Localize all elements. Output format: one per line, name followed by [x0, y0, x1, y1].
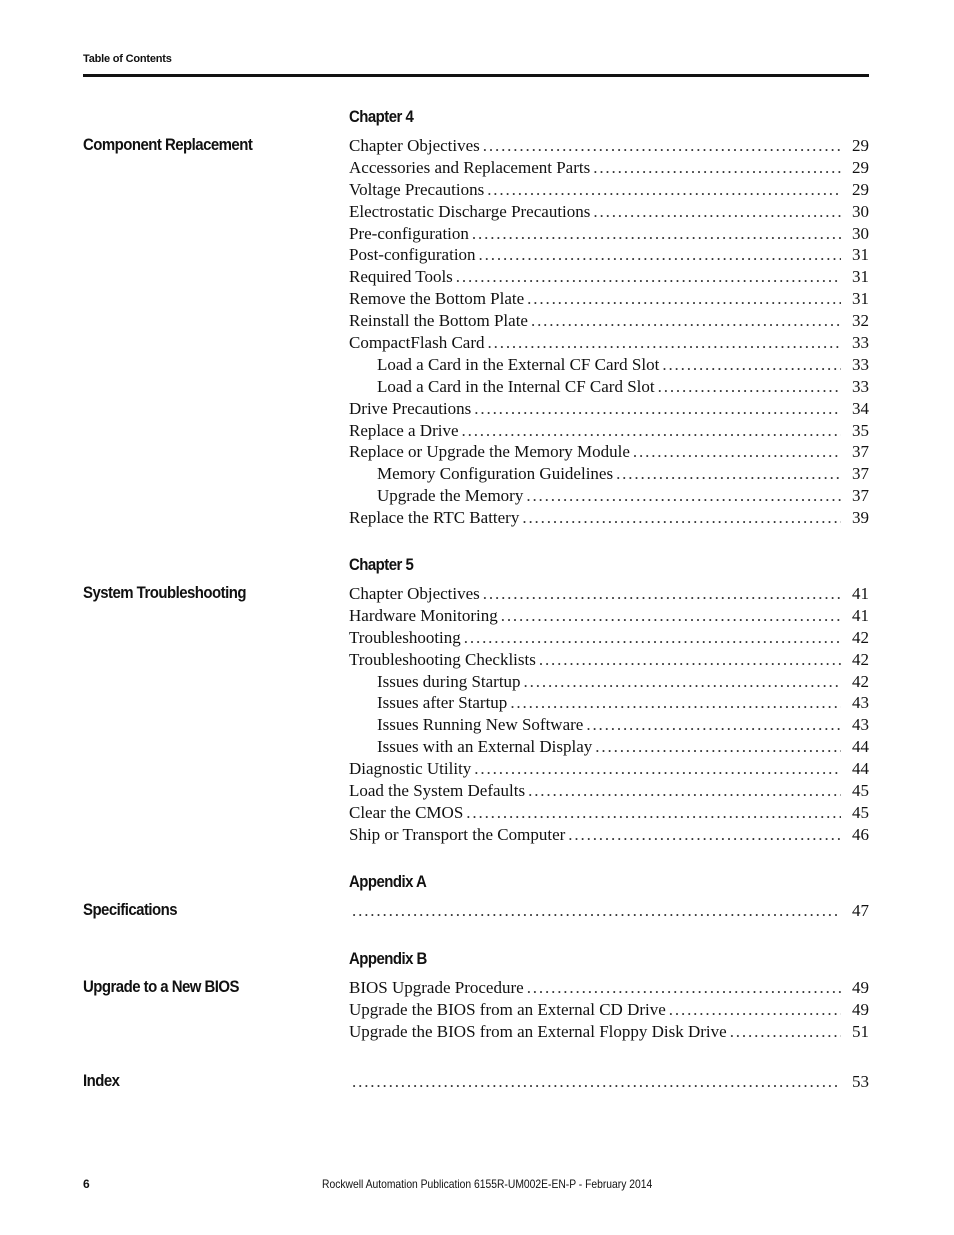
toc-entry-title: Memory Configuration Guidelines	[377, 464, 614, 484]
chapter-label: Appendix A	[349, 872, 427, 891]
footer-page-number: 6	[83, 1177, 90, 1191]
dot-leader	[593, 201, 841, 223]
toc-entry-page: 34	[852, 398, 869, 418]
toc-entry-title: Issues after Startup	[377, 693, 508, 713]
toc-entry-title: Ship or Transport the Computer	[349, 824, 566, 844]
dot-leader	[501, 605, 841, 627]
toc-entry-page: 41	[852, 605, 869, 625]
toc-entry-page: 32	[852, 311, 869, 331]
dot-leader	[474, 758, 841, 780]
dot-leader	[539, 649, 841, 671]
toc-entry-page: 37	[852, 464, 869, 484]
toc-entry-title: Troubleshooting	[349, 627, 461, 647]
dot-leader	[568, 824, 841, 846]
toc-entry[interactable]	[349, 758, 869, 780]
toc-entry-page: 42	[852, 649, 869, 669]
toc-entry-page: 44	[852, 737, 869, 757]
dot-leader	[526, 485, 841, 507]
toc-entry-page: 45	[852, 802, 869, 822]
toc-entry[interactable]	[349, 223, 869, 245]
toc-entry-page: 39	[852, 508, 869, 528]
toc-entry[interactable]	[349, 605, 869, 627]
toc-entry-title: Accessories and Replacement Parts	[349, 157, 591, 177]
toc-entry-page: 42	[852, 627, 869, 647]
chapter-label: Chapter 4	[349, 107, 414, 126]
toc-entry-title: Replace or Upgrade the Memory Module	[349, 442, 630, 462]
toc-entry-title: Replace a Drive	[349, 420, 459, 440]
dot-leader	[527, 288, 841, 310]
toc-entry-title: Electrostatic Discharge Precautions	[349, 201, 591, 221]
toc-entry[interactable]	[349, 780, 869, 802]
toc-entry-page: 44	[852, 759, 869, 779]
toc-entry[interactable]	[349, 900, 869, 922]
toc-entry[interactable]	[349, 157, 869, 179]
toc-entry[interactable]	[349, 671, 869, 693]
dot-leader	[487, 179, 841, 201]
toc-entry[interactable]	[349, 824, 869, 846]
toc-entry-page: 45	[852, 781, 869, 801]
dot-leader	[462, 420, 842, 442]
toc-entry[interactable]	[349, 179, 869, 201]
toc-entry-page: 53	[852, 1072, 869, 1091]
toc-entry-page: 33	[852, 354, 869, 374]
toc-entry[interactable]	[349, 485, 869, 507]
toc-entry-title: Troubleshooting Checklists	[349, 649, 536, 669]
toc-entry-list	[349, 977, 869, 1043]
header-rule	[83, 74, 869, 77]
toc-entry-page: 49	[852, 978, 869, 997]
toc-entry[interactable]	[349, 802, 869, 824]
toc-entry-title: Remove the Bottom Plate	[349, 289, 525, 309]
toc-entry-page: 37	[852, 486, 869, 506]
toc-entry-page: 31	[852, 267, 869, 287]
dot-leader	[474, 398, 841, 420]
chapter-label: Chapter 5	[349, 555, 414, 574]
toc-entry-list	[349, 135, 869, 529]
chapter-label: Appendix B	[349, 949, 427, 968]
toc-entry[interactable]	[349, 692, 869, 714]
toc-entry[interactable]	[349, 441, 869, 463]
section-title[interactable]: Specifications	[83, 900, 178, 919]
toc-entry[interactable]	[349, 1071, 869, 1093]
toc-entry[interactable]	[349, 135, 869, 157]
dot-leader	[616, 463, 841, 485]
toc-entry-title: Drive Precautions	[349, 398, 472, 418]
toc-entry-list	[349, 1071, 869, 1093]
toc-entry-page: 49	[852, 999, 869, 1019]
section-title[interactable]: Index	[83, 1071, 120, 1090]
toc-entry[interactable]	[349, 398, 869, 420]
dot-leader	[531, 310, 841, 332]
toc-entry-page: 35	[852, 420, 869, 440]
toc-entry[interactable]	[349, 244, 869, 266]
toc-entry[interactable]	[349, 999, 869, 1021]
toc-entry-page: 42	[852, 671, 869, 691]
dot-leader	[352, 900, 841, 922]
toc-entry-title: Issues Running New Software	[377, 715, 584, 735]
dot-leader	[527, 977, 841, 999]
toc-entry-title: Load the System Defaults	[349, 781, 526, 801]
section-title[interactable]: Upgrade to a New BIOS	[83, 977, 239, 996]
toc-entry-title: Upgrade the BIOS from an External CD Drive	[349, 999, 666, 1019]
toc-entry-title: Upgrade the BIOS from an External Floppy Disk Drive	[349, 1021, 727, 1041]
toc-entry-page: 43	[852, 693, 869, 713]
dot-leader	[456, 266, 841, 288]
toc-entry-title: CompactFlash Card	[349, 333, 485, 353]
dot-leader	[658, 376, 841, 398]
toc-entry[interactable]	[349, 288, 869, 310]
toc-entry-page: 31	[852, 245, 869, 265]
dot-leader	[472, 223, 841, 245]
dot-leader	[466, 802, 841, 824]
toc-entry-page: 41	[852, 584, 869, 603]
toc-entry-title: Issues with an External Display	[377, 737, 593, 757]
section-title[interactable]: Component Replacement	[83, 135, 253, 154]
toc-entry-title: Chapter Objectives	[349, 584, 480, 603]
dot-leader	[352, 1071, 841, 1093]
toc-entry-title: Hardware Monitoring	[349, 605, 498, 625]
toc-entry-list	[349, 900, 869, 922]
toc-entry[interactable]	[349, 977, 869, 999]
toc-entry[interactable]	[349, 332, 869, 354]
toc-entry-page: 47	[852, 901, 869, 920]
dot-leader	[488, 332, 841, 354]
toc-entry-title: BIOS Upgrade Procedure	[349, 978, 524, 997]
dot-leader	[522, 507, 841, 529]
toc-entry[interactable]	[349, 1021, 869, 1043]
toc-entry-page: 29	[852, 157, 869, 177]
toc-entry-page: 29	[852, 179, 869, 199]
dot-leader	[730, 1021, 841, 1043]
toc-entry[interactable]	[349, 649, 869, 671]
toc-entry[interactable]	[349, 463, 869, 485]
running-head: Table of Contents	[83, 53, 172, 65]
dot-leader	[524, 671, 841, 693]
toc-entry-page: 33	[852, 376, 869, 396]
toc-entry[interactable]	[349, 354, 869, 376]
toc-entry[interactable]	[349, 201, 869, 223]
toc-entry-title: Replace the RTC Battery	[349, 508, 520, 528]
dot-leader	[483, 583, 841, 605]
dot-leader	[595, 736, 841, 758]
section-title[interactable]: System Troubleshooting	[83, 583, 246, 602]
footer-publication: Rockwell Automation Publication 6155R-UM002E-EN-P - February 2014	[322, 1177, 653, 1191]
toc-entry-title: Load a Card in the External CF Card Slot	[377, 354, 660, 374]
dot-leader	[633, 441, 841, 463]
toc-entry[interactable]	[349, 583, 869, 605]
toc-entry-page: 30	[852, 201, 869, 221]
toc-entry[interactable]	[349, 376, 869, 398]
toc-entry[interactable]	[349, 714, 869, 736]
dot-leader	[593, 157, 841, 179]
dot-leader	[483, 135, 841, 157]
toc-entry-page: 30	[852, 223, 869, 243]
toc-entry-title: Post-configuration	[349, 245, 476, 265]
toc-entry-list	[349, 583, 869, 846]
toc-entry[interactable]	[349, 736, 869, 758]
toc-entry-page: 31	[852, 289, 869, 309]
toc-entry[interactable]	[349, 420, 869, 442]
toc-entry-page: 29	[852, 136, 869, 155]
toc-entry-title: Clear the CMOS	[349, 802, 464, 822]
toc-entry[interactable]	[349, 310, 869, 332]
toc-entry[interactable]	[349, 507, 869, 529]
dot-leader	[510, 692, 841, 714]
toc-entry-title: Voltage Precautions	[349, 179, 485, 199]
dot-leader	[479, 244, 841, 266]
toc-entry-title: Diagnostic Utility	[349, 759, 472, 779]
dot-leader	[528, 780, 841, 802]
toc-entry[interactable]	[349, 627, 869, 649]
toc-entry-page: 37	[852, 442, 869, 462]
dot-leader	[662, 354, 841, 376]
toc-entry-title: Reinstall the Bottom Plate	[349, 311, 528, 331]
toc-entry-title: Issues during Startup	[377, 671, 521, 691]
dot-leader	[586, 714, 841, 736]
dot-leader	[464, 627, 841, 649]
toc-entry-title: Load a Card in the Internal CF Card Slot	[377, 376, 655, 396]
toc-entry-title: Pre-configuration	[349, 223, 469, 243]
toc-entry-title: Chapter Objectives	[349, 136, 480, 155]
toc-entry-page: 43	[852, 715, 869, 735]
toc-entry-page: 51	[852, 1021, 869, 1041]
toc-entry-page: 33	[852, 333, 869, 353]
dot-leader	[669, 999, 841, 1021]
toc-entry-page: 46	[852, 824, 869, 844]
toc-entry[interactable]	[349, 266, 869, 288]
toc-entry-title: Required Tools	[349, 267, 453, 287]
toc-entry-title: Upgrade the Memory	[377, 486, 524, 506]
